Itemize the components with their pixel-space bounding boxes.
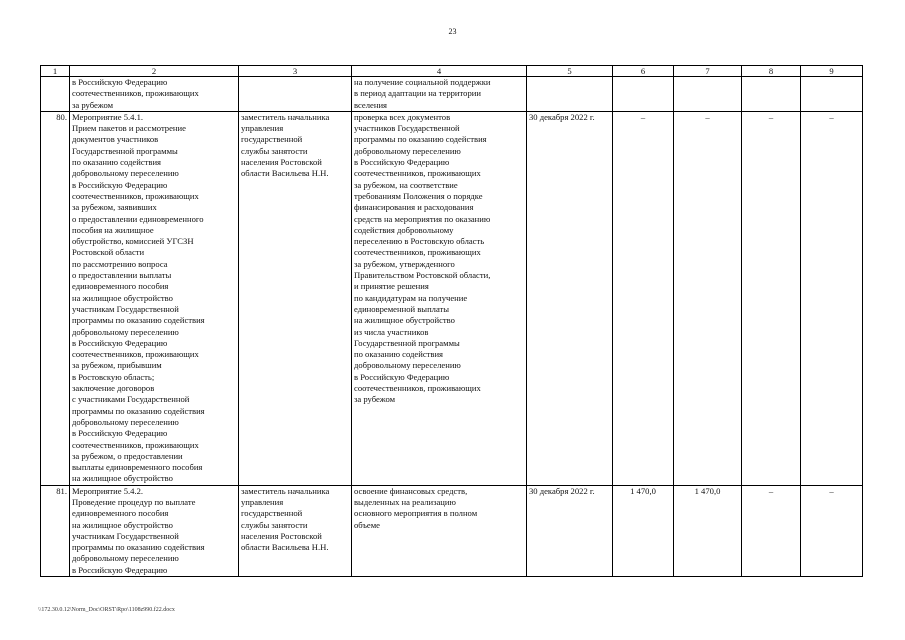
table-row [41, 77, 863, 112]
table-row [41, 111, 863, 485]
value-cell: 1 470,0 [613, 485, 674, 576]
value-cell [742, 77, 801, 112]
col-header: 4 [352, 66, 527, 77]
row-number [41, 77, 70, 112]
file-path-footer: \\172.30.0.12\Norm_Doc\ORST\Rpo\1108z990.f22.docx [38, 607, 175, 613]
event-cell: Мероприятие 5.4.1. Прием пакетов и рассмотрение документов участников Государственной программы по оказанию содействия добровольному переселению в Российскую Федерацию соотечественников, проживающих за рубежом, заявивших о предоставлении единовременного пособия на жилищное обустройство, комиссией УГСЗН Ростовской области по рассмотрению вопроса о предоставлении выплаты единовременного пособия на жилищное обустройство участникам Государственной программы по оказанию содействия добровольному переселению в Российскую Федерацию соотечественников, проживающих за рубежом, прибывшим в Ростовскую область; заключение договоров с участниками Государственной программы по оказанию содействия добровольному переселению в Российскую Федерацию соотечественников, проживающих за рубежом, о предоставлении выплаты единовременного пособия на жилищное обустройство [70, 111, 239, 485]
value-cell [801, 77, 863, 112]
executor-cell: заместитель начальника управления государственной службы занятости населения Ростовской области Васильева Н.Н. [239, 111, 352, 485]
col-header: 2 [70, 66, 239, 77]
value-cell: – [674, 111, 742, 485]
date-cell: 30 декабря 2022 г. [527, 111, 613, 485]
row-number: 80. [41, 111, 70, 485]
table-row [41, 485, 863, 576]
date-cell: 30 декабря 2022 г. [527, 485, 613, 576]
executor-cell: заместитель начальника управления государственной службы занятости населения Ростовской области Васильева Н.Н. [239, 485, 352, 576]
value-cell: – [613, 111, 674, 485]
column-number-row [41, 66, 863, 77]
value-cell: – [742, 485, 801, 576]
result-cell: освоение финансовых средств, выделенных на реализацию основного мероприятия в полном объеме [352, 485, 527, 576]
col-header: 3 [239, 66, 352, 77]
page-number: 23 [448, 27, 457, 36]
col-header: 5 [527, 66, 613, 77]
result-cell: проверка всех документов участников Государственной программы по оказанию содействия добровольному переселению в Российскую Федерацию соотечественников, проживающих за рубежом, на соответствие требованиям Положения о порядке финансирования и расходования средств на мероприятия по оказанию содействия добровольному переселению в Ростовскую область соотечественников, проживающих за рубежом, утвержденного Правительством Ростовской области, и принятие решения по кандидатурам на получение единовременной выплаты на жилищное обустройство из числа участников Государственной программы по оказанию содействия добровольному переселению в Российскую Федерацию соотечественников, проживающих за рубежом [352, 111, 527, 485]
col-header: 1 [41, 66, 70, 77]
measures-table [40, 65, 863, 577]
result-cell: на получение социальной поддержки в период адаптации на территории вселения [352, 77, 527, 112]
date-cell [527, 77, 613, 112]
col-header: 8 [742, 66, 801, 77]
event-cell: Мероприятие 5.4.2. Проведение процедур по выплате единовременного пособия на жилищное обустройство участникам Государственной программы по оказанию содействия добровольному переселению в Российскую Федерацию [70, 485, 239, 576]
value-cell: 1 470,0 [674, 485, 742, 576]
event-cell: в Российскую Федерацию соотечественников, проживающих за рубежом [70, 77, 239, 112]
value-cell: – [742, 111, 801, 485]
col-header: 9 [801, 66, 863, 77]
value-cell [613, 77, 674, 112]
row-number: 81. [41, 485, 70, 576]
value-cell: – [801, 111, 863, 485]
value-cell: – [801, 485, 863, 576]
col-header: 6 [613, 66, 674, 77]
executor-cell [239, 77, 352, 112]
col-header: 7 [674, 66, 742, 77]
value-cell [674, 77, 742, 112]
